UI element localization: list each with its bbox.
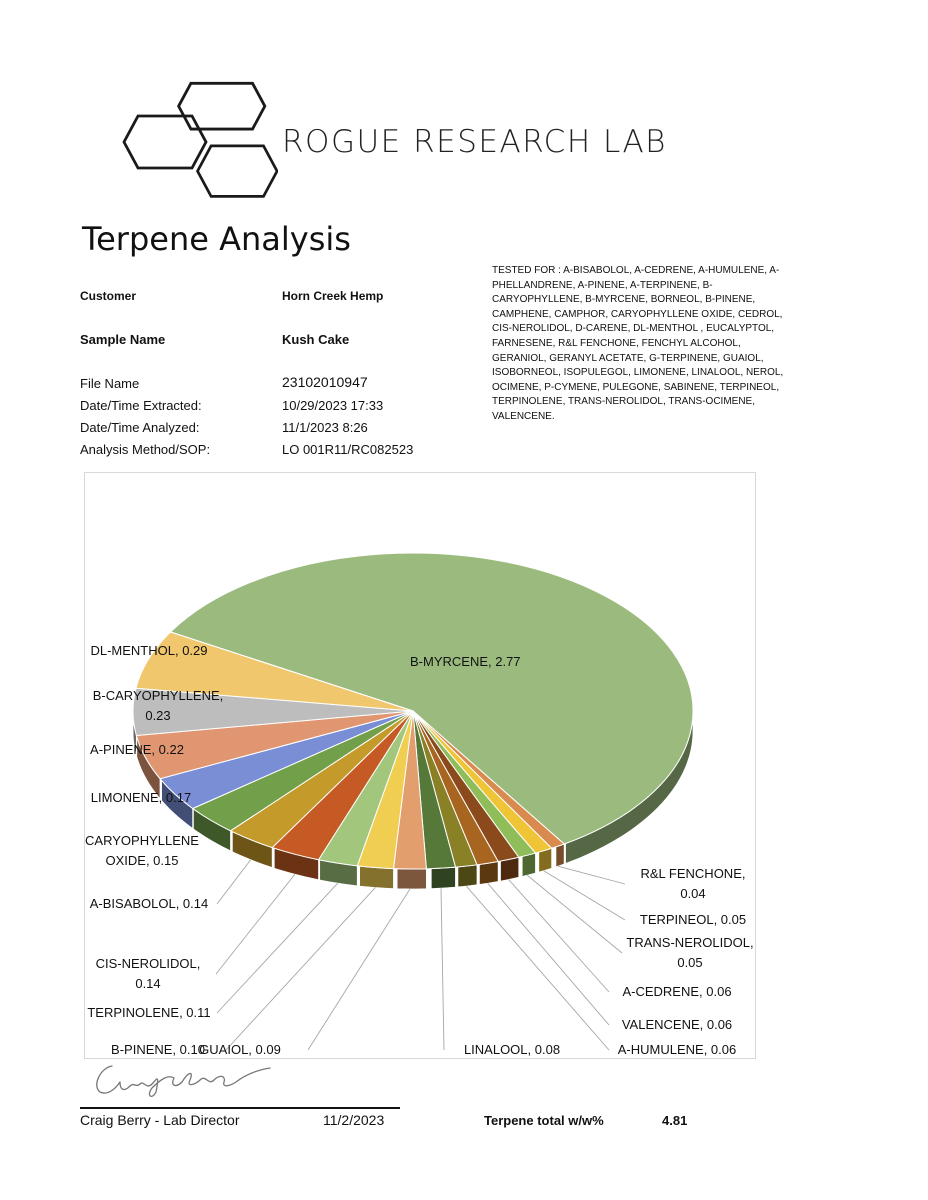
leader-a-cedrene: [509, 880, 609, 992]
logo-hexagon-bottom: [198, 146, 278, 196]
leader-valencene: [488, 883, 609, 1025]
customer-value: Horn Creek Hemp: [282, 289, 384, 303]
leader-linalool: [441, 888, 444, 1050]
label-r-l-fenchone: R&L FENCHONE, 0.04: [640, 866, 746, 901]
extracted-value: 10/29/2023 17:33: [282, 398, 384, 413]
label-caryophyllene-oxide: CARYOPHYLLENE OXIDE, 0.15: [85, 833, 199, 868]
leader-a-bisabolol: [217, 860, 251, 904]
label-dl-menthol: DL-MENTHOL, 0.29: [90, 643, 208, 658]
slice-guaiol-side: [397, 869, 426, 889]
pie-top-faces: [133, 553, 693, 869]
logo-hexagon-top: [179, 83, 265, 129]
label-b-myrcene: B-MYRCENE, 2.77: [410, 654, 521, 669]
logo-hexagon-left: [124, 116, 206, 168]
analyzed-value: 11/1/2023 8:26: [282, 420, 368, 435]
leader-b-pinene: [226, 888, 375, 1050]
method-value: LO 001R11/RC082523: [282, 442, 414, 457]
signature-line: [80, 1107, 400, 1109]
terpene-pie-chart: [85, 473, 755, 1058]
label-a-pinene: A-PINENE, 0.22: [90, 742, 184, 757]
label-guaiol: GUAIOL, 0.09: [199, 1042, 281, 1057]
file-label: File Name: [80, 376, 140, 391]
leader-trans-nerolidol: [527, 875, 622, 953]
label-b-pinene: B-PINENE, 0.10: [111, 1042, 205, 1057]
slice-linalool-side: [431, 867, 455, 888]
leader-guaiol: [308, 889, 410, 1050]
signature-date: 11/2/2023: [323, 1112, 385, 1128]
label-b-caryophyllene: B-CARYOPHYLLENE, 0.23: [92, 688, 224, 723]
method-label: Analysis Method/SOP:: [80, 442, 211, 457]
label-limonene: LIMONENE, 0.17: [90, 790, 192, 805]
sample-label: Sample Name: [80, 332, 166, 347]
slice-valencene-side: [479, 862, 498, 885]
analyzed-label: Date/Time Analyzed:: [80, 420, 200, 435]
slice-b-pinene-side: [360, 866, 394, 889]
label-terpineol: TERPINEOL, 0.05: [639, 912, 747, 927]
label-valencene: VALENCENE, 0.06: [621, 1017, 733, 1032]
report-title: Terpene Analysis: [82, 220, 351, 258]
terpene-total-value: 4.81: [662, 1113, 688, 1128]
signer-name: Craig Berry - Lab Director: [80, 1112, 240, 1128]
leader-r-l-fenchone: [558, 866, 625, 884]
label-linalool: LINALOOL, 0.08: [463, 1042, 561, 1057]
slice-trans-nerolidol-side: [522, 853, 535, 876]
file-value: 23102010947: [282, 374, 368, 390]
lab-logo-hexagons: [118, 78, 278, 202]
signature: [90, 1058, 280, 1102]
extracted-label: Date/Time Extracted:: [80, 398, 202, 413]
slice-a-humulene-side: [458, 865, 477, 887]
customer-label: Customer: [80, 289, 137, 303]
label-a-bisabolol: A-BISABOLOL, 0.14: [89, 896, 209, 911]
lab-name: ROGUE RESEARCH LAB: [282, 124, 667, 160]
label-a-humulene: A-HUMULENE, 0.06: [617, 1042, 737, 1057]
label-terpinolene: TERPINOLENE, 0.11: [87, 1005, 211, 1020]
tested-for-list: TESTED FOR : A-BISABOLOL, A-CEDRENE, A-HUMULENE, A-PHELLANDRENE, A-PINENE, A-TERPINENE, B-CARYOPHYLLENE, B-MYRCENE, BORNEOL, B-PINENE, CAMPHENE, CAMPHOR, CARYOPHYLLENE OXIDE, CEDROL, CIS-NEROLIDOL, D-CARENE, DL-MENTHOL , EUCALYPTOL, FARNESENE, R&L FENCHONE, FENCHYL ALCOHOL, GERANIOL, GERANYL ACETATE, G-TERPINENE, GUAIOL, ISOBORNEOL, ISOPULEGOL, LIMONENE, LINALOOL, NEROL, OCIMENE, P-CYMENE, PULEGONE, SABINENE, TERPINEOL, TERPINOLENE, TRANS-NEROLIDOL, TRANS-OCIMENE, VALENCENE.: [492, 265, 784, 422]
label-a-cedrene: A-CEDRENE, 0.06: [622, 984, 732, 999]
leader-terpineol: [544, 871, 625, 920]
label-trans-nerolidol: TRANS-NEROLIDOL, 0.05: [626, 935, 754, 970]
terpene-total-label: Terpene total w/w%: [484, 1113, 604, 1128]
chart-frame: [84, 472, 756, 1059]
slice-r-l-fenchone-side: [556, 844, 564, 867]
label-cis-nerolidol: CIS-NEROLIDOL, 0.14: [95, 956, 201, 991]
sample-value: Kush Cake: [282, 332, 350, 347]
